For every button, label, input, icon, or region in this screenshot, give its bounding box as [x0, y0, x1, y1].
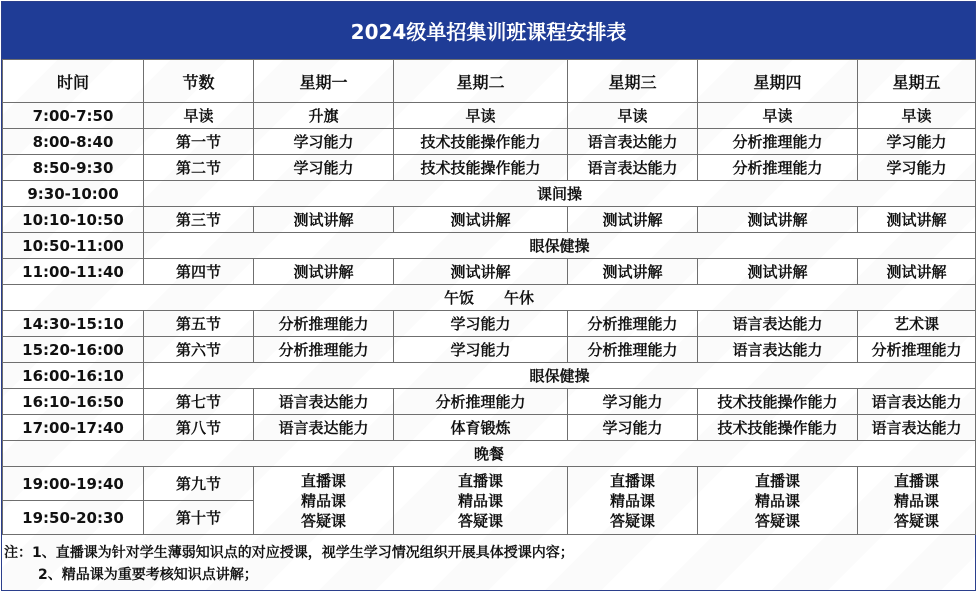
table-row [3, 181, 976, 207]
evening-course: 直播课 [893, 471, 939, 490]
course-cell: 分析推理能力 [568, 311, 698, 337]
period-cell: 第十节 [144, 501, 254, 535]
column-header: 节数 [144, 60, 254, 103]
evening-course: 直播课 [300, 471, 346, 490]
evening-course: 直播课 [457, 471, 503, 490]
period-cell: 第九节 [144, 467, 254, 501]
table-row [3, 155, 976, 181]
break-cell: 午饭 午休 [3, 285, 976, 311]
period-cell: 第八节 [144, 415, 254, 441]
evening-course-cell [394, 467, 568, 535]
column-header: 星期三 [568, 60, 698, 103]
evening-course: 精品课 [300, 491, 346, 510]
course-cell: 测试讲解 [858, 207, 976, 233]
period-cell: 第一节 [144, 129, 254, 155]
table-row [3, 311, 976, 337]
course-cell: 分析推理能力 [858, 337, 976, 363]
note-1: 注：1、直播课为针对学生薄弱知识点的对应授课，视学生学习情况组织开展具体授课内容； [4, 545, 574, 561]
table-row [3, 207, 976, 233]
course-cell: 分析推理能力 [254, 311, 394, 337]
evening-course-cell [254, 467, 394, 535]
course-cell: 学习能力 [394, 337, 568, 363]
schedule-table [2, 59, 976, 535]
evening-course-cell [698, 467, 858, 535]
evening-course: 精品课 [609, 491, 655, 510]
evening-course: 直播课 [754, 471, 800, 490]
course-cell: 技术技能操作能力 [698, 415, 858, 441]
schedule-title: 2024级单招集训班课程安排表 [2, 2, 975, 59]
course-cell: 分析推理能力 [698, 155, 858, 181]
table-row [3, 129, 976, 155]
evening-course: 精品课 [893, 491, 939, 510]
time-cell: 17:00-17:40 [3, 415, 144, 441]
course-cell: 分析推理能力 [698, 129, 858, 155]
time-cell: 16:10-16:50 [3, 389, 144, 415]
course-cell: 学习能力 [858, 129, 976, 155]
course-cell: 分析推理能力 [568, 337, 698, 363]
course-cell: 学习能力 [394, 311, 568, 337]
course-cell: 技术技能操作能力 [698, 389, 858, 415]
period-cell: 第七节 [144, 389, 254, 415]
course-cell: 学习能力 [254, 155, 394, 181]
column-header: 星期一 [254, 60, 394, 103]
table-row [3, 259, 976, 285]
column-header: 星期二 [394, 60, 568, 103]
course-cell: 测试讲解 [568, 207, 698, 233]
break-cell: 晚餐 [3, 441, 976, 467]
table-row [3, 363, 976, 389]
course-cell: 测试讲解 [858, 259, 976, 285]
course-cell: 测试讲解 [698, 259, 858, 285]
table-row [3, 389, 976, 415]
period-cell: 第五节 [144, 311, 254, 337]
evening-course: 答疑课 [457, 511, 503, 530]
table-row [3, 467, 976, 501]
course-cell: 学习能力 [254, 129, 394, 155]
course-cell: 语言表达能力 [698, 311, 858, 337]
time-cell: 10:10-10:50 [3, 207, 144, 233]
course-cell: 学习能力 [568, 415, 698, 441]
course-cell: 语言表达能力 [568, 155, 698, 181]
course-cell: 测试讲解 [394, 259, 568, 285]
course-cell: 测试讲解 [698, 207, 858, 233]
evening-course: 答疑课 [893, 511, 939, 530]
break-cell: 课间操 [144, 181, 976, 207]
schedule-sheet [1, 1, 976, 591]
evening-course: 直播课 [609, 471, 655, 490]
column-header: 星期四 [698, 60, 858, 103]
time-cell: 14:30-15:10 [3, 311, 144, 337]
course-cell: 测试讲解 [254, 259, 394, 285]
course-cell: 技术技能操作能力 [394, 155, 568, 181]
evening-course: 答疑课 [609, 511, 655, 530]
time-cell: 9:30-10:00 [3, 181, 144, 207]
time-cell: 8:50-9:30 [3, 155, 144, 181]
course-cell: 语言表达能力 [254, 415, 394, 441]
course-cell: 升旗 [254, 103, 394, 129]
table-row [3, 285, 976, 311]
period-cell: 第四节 [144, 259, 254, 285]
evening-course: 精品课 [754, 491, 800, 510]
course-cell: 测试讲解 [254, 207, 394, 233]
table-row [3, 337, 976, 363]
course-cell: 早读 [698, 103, 858, 129]
time-cell: 19:50-20:30 [3, 501, 144, 535]
time-cell: 7:00-7:50 [3, 103, 144, 129]
course-cell: 语言表达能力 [254, 389, 394, 415]
course-cell: 测试讲解 [394, 207, 568, 233]
notes [4, 542, 574, 586]
course-cell: 体育锻炼 [394, 415, 568, 441]
evening-course-cell [568, 467, 698, 535]
course-cell: 语言表达能力 [568, 129, 698, 155]
course-cell: 早读 [568, 103, 698, 129]
evening-course: 答疑课 [754, 511, 800, 530]
course-cell: 语言表达能力 [858, 389, 976, 415]
time-cell: 8:00-8:40 [3, 129, 144, 155]
evening-course: 精品课 [457, 491, 503, 510]
course-cell: 分析推理能力 [394, 389, 568, 415]
table-row [3, 233, 976, 259]
period-cell: 第六节 [144, 337, 254, 363]
time-cell: 11:00-11:40 [3, 259, 144, 285]
course-cell: 语言表达能力 [858, 415, 976, 441]
course-cell: 学习能力 [568, 389, 698, 415]
course-cell: 语言表达能力 [698, 337, 858, 363]
course-cell: 早读 [858, 103, 976, 129]
time-cell: 10:50-11:00 [3, 233, 144, 259]
note-2: 2、精品课为重要考核知识点讲解； [38, 567, 258, 583]
evening-course-cell [858, 467, 976, 535]
period-cell: 第三节 [144, 207, 254, 233]
course-cell: 学习能力 [858, 155, 976, 181]
time-cell: 15:20-16:00 [3, 337, 144, 363]
break-cell: 眼保健操 [144, 363, 976, 389]
course-cell: 分析推理能力 [254, 337, 394, 363]
table-row [3, 415, 976, 441]
table-row [3, 441, 976, 467]
course-cell: 测试讲解 [568, 259, 698, 285]
break-cell: 眼保健操 [144, 233, 976, 259]
evening-course: 答疑课 [300, 511, 346, 530]
time-cell: 19:00-19:40 [3, 467, 144, 501]
table-row [3, 103, 976, 129]
period-cell: 早读 [144, 103, 254, 129]
course-cell: 早读 [394, 103, 568, 129]
course-cell: 艺术课 [858, 311, 976, 337]
time-cell: 16:00-16:10 [3, 363, 144, 389]
column-header: 时间 [3, 60, 144, 103]
period-cell: 第二节 [144, 155, 254, 181]
header-row [3, 60, 976, 103]
course-cell: 技术技能操作能力 [394, 129, 568, 155]
column-header: 星期五 [858, 60, 976, 103]
